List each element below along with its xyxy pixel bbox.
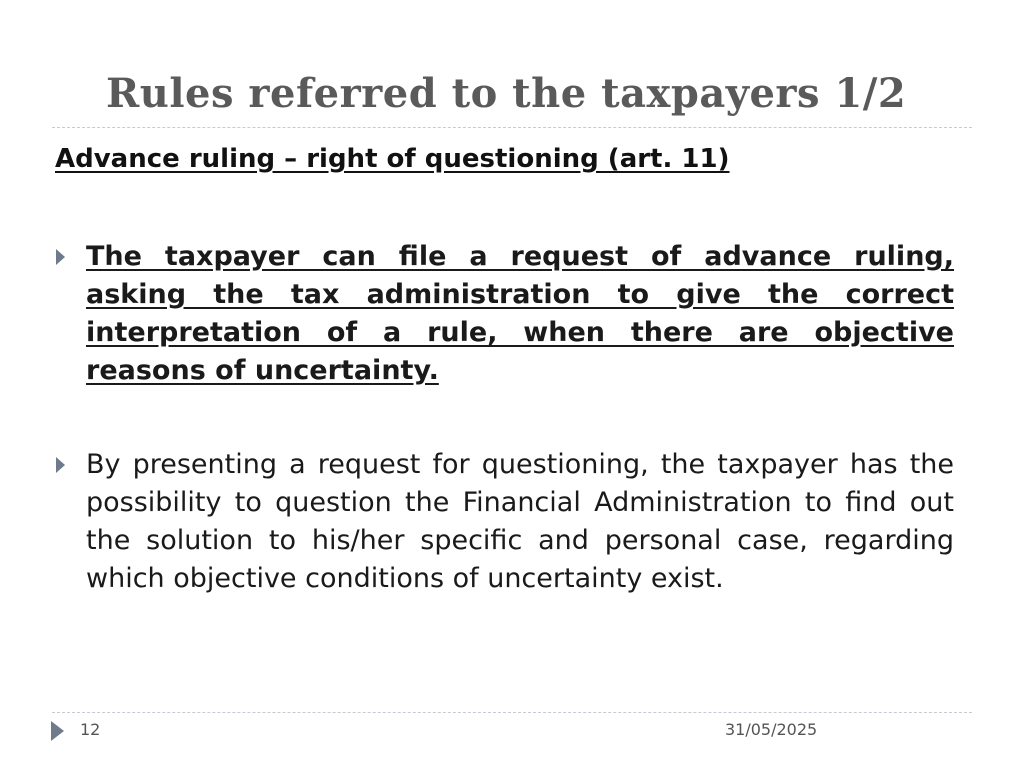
title-divider [52,127,972,128]
page-number: 12 [80,720,101,739]
slide-date: 31/05/2025 [725,720,818,739]
triangle-right-icon [56,249,65,265]
section-subheading: Advance ruling – right of questioning (art. 11) [55,144,730,174]
triangle-right-icon [56,457,65,473]
bullet-item [86,238,954,390]
triangle-right-icon [51,721,64,741]
bullet-text: By presenting a request for questioning, the taxpayer has the possibility to question the Financial Administration to find out the solution to his/her specific and personal case, regarding which objective conditions of uncertainty exist. [86,449,954,594]
bullet-item [86,446,954,598]
footer-divider [52,712,972,713]
bullet-text: The taxpayer can file a request of advance ruling, asking the tax administration to give the correct interpretation of a rule, when there are objective reasons of uncertainty. [86,241,954,386]
slide-title: Rules referred to the taxpayers 1/2 [106,70,907,117]
